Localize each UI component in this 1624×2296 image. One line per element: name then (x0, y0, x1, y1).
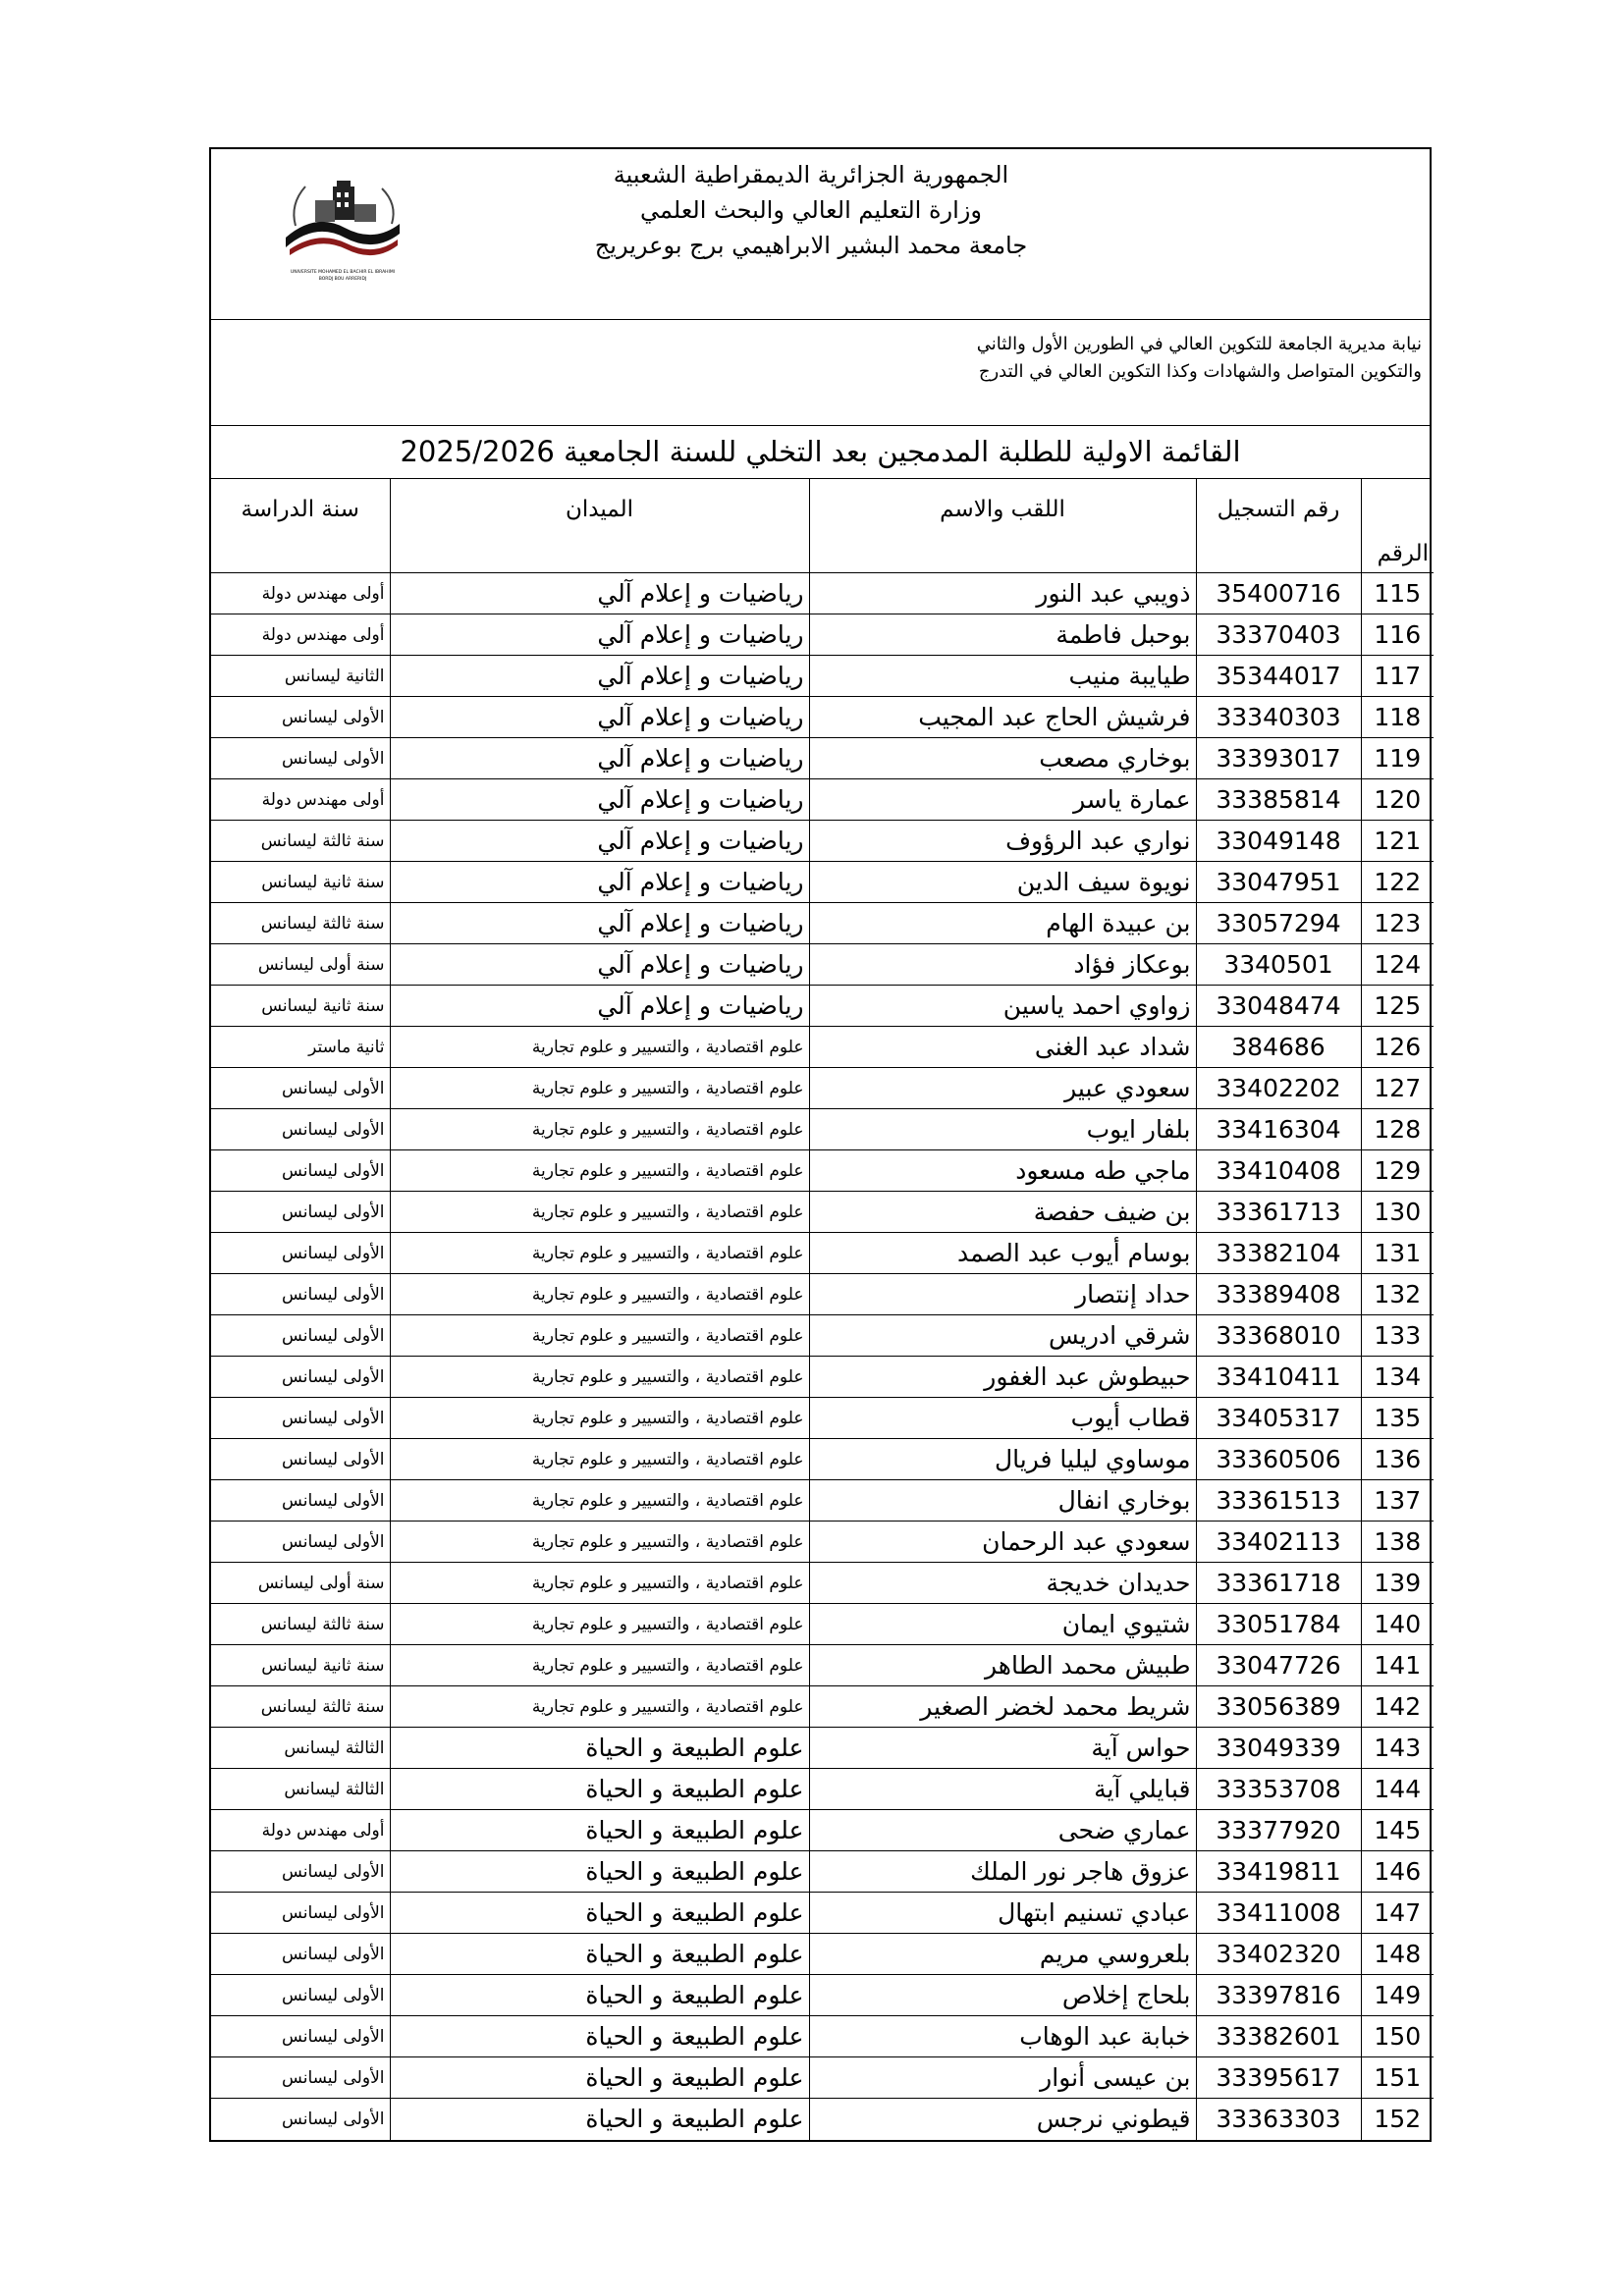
row-num: 120 (1361, 779, 1434, 821)
row-num: 142 (1361, 1686, 1434, 1728)
row-reg: 33397816 (1196, 1975, 1361, 2016)
row-year: الأولى ليسانس (211, 2099, 390, 2140)
row-reg: 33402113 (1196, 1522, 1361, 1563)
row-name: ماجي طه مسعود (809, 1150, 1196, 1192)
row-reg: 33410408 (1196, 1150, 1361, 1192)
list-title: القائمة الاولية للطلبة المدمجين بعد التخلي للسنة الجامعية 2025/2026 (211, 426, 1430, 479)
row-year: الأولى ليسانس (211, 2057, 390, 2099)
row-reg: 33057294 (1196, 903, 1361, 944)
table-row (211, 1893, 1434, 1934)
header-reg: رقم التسجيل (1196, 479, 1361, 573)
header-field: الميدان (390, 479, 809, 573)
row-num: 128 (1361, 1109, 1434, 1150)
header-year: سنة الدراسة (211, 479, 390, 573)
row-num: 119 (1361, 738, 1434, 779)
row-num: 133 (1361, 1315, 1434, 1357)
table-row (211, 1480, 1434, 1522)
row-year: الثالثة ليسانس (211, 1728, 390, 1769)
row-reg: 33405317 (1196, 1398, 1361, 1439)
row-reg: 33049148 (1196, 821, 1361, 862)
row-num: 130 (1361, 1192, 1434, 1233)
row-year: الأولى ليسانس (211, 1315, 390, 1357)
row-year: أولى مهندس دولة (211, 779, 390, 821)
row-year: سنة ثانية ليسانس (211, 986, 390, 1027)
table-row (211, 1975, 1434, 2016)
table-row (211, 1233, 1434, 1274)
row-reg: 33411008 (1196, 1893, 1361, 1934)
row-field: علوم اقتصادية ، والتسيير و علوم تجارية (390, 1068, 809, 1109)
row-reg: 33361713 (1196, 1192, 1361, 1233)
table-row (211, 738, 1434, 779)
table-row (211, 779, 1434, 821)
row-reg: 384686 (1196, 1027, 1361, 1068)
table-row (211, 903, 1434, 944)
row-field: رياضيات و إعلام آلي (390, 903, 809, 944)
table-row (211, 1027, 1434, 1068)
table-row (211, 1686, 1434, 1728)
row-num: 143 (1361, 1728, 1434, 1769)
table-row (211, 1315, 1434, 1357)
table-header-row (211, 479, 1434, 573)
row-reg: 33368010 (1196, 1315, 1361, 1357)
table-row (211, 986, 1434, 1027)
row-num: 135 (1361, 1398, 1434, 1439)
table-row (211, 1728, 1434, 1769)
row-num: 140 (1361, 1604, 1434, 1645)
row-reg: 33047726 (1196, 1645, 1361, 1686)
table-row (211, 1851, 1434, 1893)
row-field: علوم الطبيعة و الحياة (390, 2016, 809, 2057)
row-year: الأولى ليسانس (211, 1439, 390, 1480)
row-name: بلعروسي مريم (809, 1934, 1196, 1975)
row-field: علوم اقتصادية ، والتسيير و علوم تجارية (390, 1150, 809, 1192)
institution-lines (585, 157, 1037, 263)
row-reg: 33056389 (1196, 1686, 1361, 1728)
row-field: علوم الطبيعة و الحياة (390, 1893, 809, 1934)
table-row (211, 1192, 1434, 1233)
row-field: علوم اقتصادية ، والتسيير و علوم تجارية (390, 1027, 809, 1068)
svg-text:BORDJ BOU ARRERIDJ: BORDJ BOU ARRERIDJ (318, 277, 367, 282)
row-name: عمارة ياسر (809, 779, 1196, 821)
row-field: رياضيات و إعلام آلي (390, 986, 809, 1027)
row-num: 149 (1361, 1975, 1434, 2016)
row-name: ذويبي عبد النور (809, 573, 1196, 614)
row-num: 129 (1361, 1150, 1434, 1192)
row-field: رياضيات و إعلام آلي (390, 862, 809, 903)
row-field: علوم اقتصادية ، والتسيير و علوم تجارية (390, 1645, 809, 1686)
row-field: علوم اقتصادية ، والتسيير و علوم تجارية (390, 1686, 809, 1728)
table-row (211, 656, 1434, 697)
table-row (211, 1810, 1434, 1851)
row-reg: 33353708 (1196, 1769, 1361, 1810)
table-row (211, 1150, 1434, 1192)
row-field: علوم اقتصادية ، والتسيير و علوم تجارية (390, 1109, 809, 1150)
row-num: 137 (1361, 1480, 1434, 1522)
row-field: رياضيات و إعلام آلي (390, 573, 809, 614)
row-num: 152 (1361, 2099, 1434, 2140)
row-field: علوم اقتصادية ، والتسيير و علوم تجارية (390, 1604, 809, 1645)
row-num: 134 (1361, 1357, 1434, 1398)
row-year: سنة أولى ليسانس (211, 944, 390, 986)
row-field: علوم اقتصادية ، والتسيير و علوم تجارية (390, 1439, 809, 1480)
header-name: اللقب والاسم (809, 479, 1196, 573)
row-reg: 33419811 (1196, 1851, 1361, 1893)
row-year: سنة أولى ليسانس (211, 1563, 390, 1604)
row-name: طيايبة منيب (809, 656, 1196, 697)
row-num: 132 (1361, 1274, 1434, 1315)
row-field: رياضيات و إعلام آلي (390, 779, 809, 821)
row-year: الأولى ليسانس (211, 1233, 390, 1274)
row-name: بن عبيدة الهام (809, 903, 1196, 944)
header-num: الرقم (1361, 479, 1434, 573)
document-header (211, 149, 1430, 320)
row-name: قبايلي آية (809, 1769, 1196, 1810)
row-name: فرشيش الحاج عبد المجيب (809, 697, 1196, 738)
office-line-2: والتكوين المتواصل والشهادات وكذا التكوين العالي في التدرج (978, 361, 1422, 382)
table-row (211, 573, 1434, 614)
row-year: الثالثة ليسانس (211, 1769, 390, 1810)
table-row (211, 1604, 1434, 1645)
row-year: سنة ثالثة ليسانس (211, 1604, 390, 1645)
table-row (211, 1522, 1434, 1563)
row-year: الأولى ليسانس (211, 697, 390, 738)
row-field: رياضيات و إعلام آلي (390, 944, 809, 986)
row-name: بوحبل فاطمة (809, 614, 1196, 656)
row-field: علوم الطبيعة و الحياة (390, 1934, 809, 1975)
row-name: حبيطوش عبد الغفور (809, 1357, 1196, 1398)
university-name: جامعة محمد البشير الابراهيمي برج بوعريريج (594, 232, 1028, 259)
row-field: علوم اقتصادية ، والتسيير و علوم تجارية (390, 1480, 809, 1522)
table-row (211, 1274, 1434, 1315)
row-reg: 33416304 (1196, 1109, 1361, 1150)
row-field: علوم اقتصادية ، والتسيير و علوم تجارية (390, 1398, 809, 1439)
row-reg: 33360506 (1196, 1439, 1361, 1480)
row-reg: 33361718 (1196, 1563, 1361, 1604)
office-block (211, 320, 1430, 426)
row-num: 139 (1361, 1563, 1434, 1604)
row-field: علوم اقتصادية ، والتسيير و علوم تجارية (390, 1357, 809, 1398)
table-row (211, 1645, 1434, 1686)
row-year: أولى مهندس دولة (211, 573, 390, 614)
row-field: علوم اقتصادية ، والتسيير و علوم تجارية (390, 1522, 809, 1563)
row-name: بن ضيف حفصة (809, 1192, 1196, 1233)
row-year: الأولى ليسانس (211, 1975, 390, 2016)
row-year: الأولى ليسانس (211, 1274, 390, 1315)
row-name: نواري عبد الرؤوف (809, 821, 1196, 862)
row-name: شتيوي ايمان (809, 1604, 1196, 1645)
row-reg: 3340501 (1196, 944, 1361, 986)
row-num: 127 (1361, 1068, 1434, 1109)
row-field: علوم اقتصادية ، والتسيير و علوم تجارية (390, 1192, 809, 1233)
table-row (211, 614, 1434, 656)
row-field: علوم الطبيعة و الحياة (390, 1810, 809, 1851)
row-num: 148 (1361, 1934, 1434, 1975)
row-name: بلفار ايوب (809, 1109, 1196, 1150)
table-row (211, 1769, 1434, 1810)
row-field: رياضيات و إعلام آلي (390, 738, 809, 779)
row-name: سعودي عبير (809, 1068, 1196, 1109)
row-num: 136 (1361, 1439, 1434, 1480)
row-num: 144 (1361, 1769, 1434, 1810)
row-num: 141 (1361, 1645, 1434, 1686)
row-field: رياضيات و إعلام آلي (390, 821, 809, 862)
row-name: سعودي عبد الرحمان (809, 1522, 1196, 1563)
row-name: زواوي احمد ياسين (809, 986, 1196, 1027)
row-reg: 33340303 (1196, 697, 1361, 738)
row-year: سنة ثالثة ليسانس (211, 821, 390, 862)
row-num: 146 (1361, 1851, 1434, 1893)
row-name: نويوة سيف الدين (809, 862, 1196, 903)
row-reg: 33389408 (1196, 1274, 1361, 1315)
row-num: 131 (1361, 1233, 1434, 1274)
row-year: سنة ثانية ليسانس (211, 862, 390, 903)
row-name: عبادي تسنيم ابتهال (809, 1893, 1196, 1934)
row-field: علوم الطبيعة و الحياة (390, 1728, 809, 1769)
row-reg: 33402202 (1196, 1068, 1361, 1109)
table-row (211, 1109, 1434, 1150)
table-row (211, 2016, 1434, 2057)
row-reg: 33393017 (1196, 738, 1361, 779)
row-name: بوخاري انفال (809, 1480, 1196, 1522)
row-name: قيطوني نرجس (809, 2099, 1196, 2140)
row-reg: 33385814 (1196, 779, 1361, 821)
table-row (211, 1934, 1434, 1975)
row-field: رياضيات و إعلام آلي (390, 656, 809, 697)
row-name: شداد عبد الغنى (809, 1027, 1196, 1068)
row-year: الأولى ليسانس (211, 738, 390, 779)
table-row (211, 1357, 1434, 1398)
row-field: علوم اقتصادية ، والتسيير و علوم تجارية (390, 1563, 809, 1604)
row-num: 126 (1361, 1027, 1434, 1068)
row-reg: 35344017 (1196, 656, 1361, 697)
row-field: رياضيات و إعلام آلي (390, 697, 809, 738)
row-reg: 33049339 (1196, 1728, 1361, 1769)
table-row (211, 821, 1434, 862)
table-row (211, 1398, 1434, 1439)
row-reg: 33047951 (1196, 862, 1361, 903)
row-field: علوم اقتصادية ، والتسيير و علوم تجارية (390, 1233, 809, 1274)
row-name: بلحاج إخلاص (809, 1975, 1196, 2016)
row-num: 151 (1361, 2057, 1434, 2099)
row-year: ثانية ماستر (211, 1027, 390, 1068)
table-row (211, 1563, 1434, 1604)
row-year: سنة ثالثة ليسانس (211, 1686, 390, 1728)
row-field: علوم اقتصادية ، والتسيير و علوم تجارية (390, 1274, 809, 1315)
row-field: علوم الطبيعة و الحياة (390, 1975, 809, 2016)
university-logo (276, 179, 409, 285)
table-row (211, 2057, 1434, 2099)
row-reg: 33382601 (1196, 2016, 1361, 2057)
row-reg: 33361513 (1196, 1480, 1361, 1522)
row-name: طبيش محمد الطاهر (809, 1645, 1196, 1686)
row-reg: 33363303 (1196, 2099, 1361, 2140)
country-name: الجمهورية الجزائرية الديمقراطية الشعبية (613, 161, 1009, 188)
row-reg: 33395617 (1196, 2057, 1361, 2099)
row-year: الأولى ليسانس (211, 1522, 390, 1563)
row-reg: 35400716 (1196, 573, 1361, 614)
row-field: علوم الطبيعة و الحياة (390, 1851, 809, 1893)
table-row (211, 862, 1434, 903)
row-name: قطاب أيوب (809, 1398, 1196, 1439)
row-name: شرقي ادريس (809, 1315, 1196, 1357)
row-num: 145 (1361, 1810, 1434, 1851)
table-row (211, 2099, 1434, 2140)
row-year: الأولى ليسانس (211, 1851, 390, 1893)
row-year: الأولى ليسانس (211, 1150, 390, 1192)
row-name: عزوق هاجر نور الملك (809, 1851, 1196, 1893)
svg-text:UNIVERSITE MOHAMED EL BACHIR E: UNIVERSITE MOHAMED EL BACHIR EL IBRAHIMI (290, 270, 396, 275)
row-name: بن عيسى أنوار (809, 2057, 1196, 2099)
row-num: 123 (1361, 903, 1434, 944)
row-num: 125 (1361, 986, 1434, 1027)
table-row (211, 697, 1434, 738)
row-year: الأولى ليسانس (211, 2016, 390, 2057)
row-num: 115 (1361, 573, 1434, 614)
document-sheet (209, 147, 1432, 2142)
office-line-1: نيابة مديرية الجامعة للتكوين العالي في الطورين الأول والثاني (976, 334, 1422, 354)
row-reg: 33402320 (1196, 1934, 1361, 1975)
table-row (211, 1068, 1434, 1109)
row-name: موساوي ليليا فريال (809, 1439, 1196, 1480)
row-field: علوم الطبيعة و الحياة (390, 2099, 809, 2140)
row-year: الأولى ليسانس (211, 1934, 390, 1975)
row-num: 147 (1361, 1893, 1434, 1934)
row-name: حواس آية (809, 1728, 1196, 1769)
row-field: علوم الطبيعة و الحياة (390, 2057, 809, 2099)
row-year: الأولى ليسانس (211, 1192, 390, 1233)
table-row (211, 944, 1434, 986)
row-year: الأولى ليسانس (211, 1893, 390, 1934)
row-year: الأولى ليسانس (211, 1357, 390, 1398)
row-year: الأولى ليسانس (211, 1480, 390, 1522)
row-name: شريط محمد لخضر الصغير (809, 1686, 1196, 1728)
table-row (211, 1439, 1434, 1480)
row-year: أولى مهندس دولة (211, 1810, 390, 1851)
row-name: عماري ضحى (809, 1810, 1196, 1851)
row-field: علوم الطبيعة و الحياة (390, 1769, 809, 1810)
row-num: 118 (1361, 697, 1434, 738)
row-reg: 33382104 (1196, 1233, 1361, 1274)
row-year: سنة ثانية ليسانس (211, 1645, 390, 1686)
students-table (211, 479, 1434, 2140)
row-num: 122 (1361, 862, 1434, 903)
row-name: بوعكاز فؤاد (809, 944, 1196, 986)
row-reg: 33377920 (1196, 1810, 1361, 1851)
row-field: رياضيات و إعلام آلي (390, 614, 809, 656)
row-num: 121 (1361, 821, 1434, 862)
row-name: حديدان خديجة (809, 1563, 1196, 1604)
row-num: 150 (1361, 2016, 1434, 2057)
row-name: بوخاري مصعب (809, 738, 1196, 779)
row-year: الثانية ليسانس (211, 656, 390, 697)
row-name: حداد إنتصار (809, 1274, 1196, 1315)
row-year: الأولى ليسانس (211, 1398, 390, 1439)
row-name: خبابة عبد الوهاب (809, 2016, 1196, 2057)
row-field: علوم اقتصادية ، والتسيير و علوم تجارية (390, 1315, 809, 1357)
row-name: بوسام أيوب عبد الصمد (809, 1233, 1196, 1274)
row-year: أولى مهندس دولة (211, 614, 390, 656)
row-year: سنة ثالثة ليسانس (211, 903, 390, 944)
row-reg: 33410411 (1196, 1357, 1361, 1398)
row-reg: 33051784 (1196, 1604, 1361, 1645)
row-reg: 33048474 (1196, 986, 1361, 1027)
row-year: الأولى ليسانس (211, 1068, 390, 1109)
row-reg: 33370403 (1196, 614, 1361, 656)
row-num: 124 (1361, 944, 1434, 986)
row-num: 116 (1361, 614, 1434, 656)
row-num: 138 (1361, 1522, 1434, 1563)
row-year: الأولى ليسانس (211, 1109, 390, 1150)
ministry-name: وزارة التعليم العالي والبحث العلمي (640, 196, 982, 224)
row-num: 117 (1361, 656, 1434, 697)
